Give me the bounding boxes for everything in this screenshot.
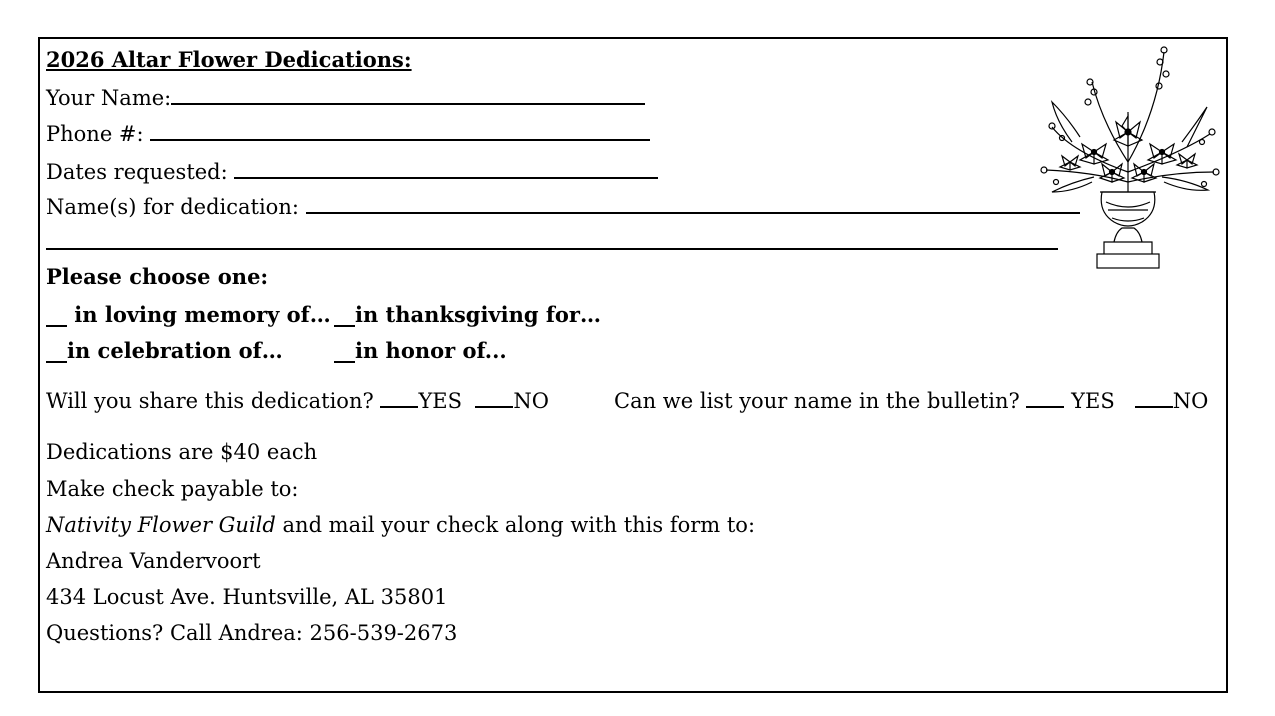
dates-row: [46, 157, 658, 185]
bulletin-question: Can we list your name in the bulletin?: [614, 389, 1020, 413]
form-title: 2026 Altar Flower Dedications:: [46, 47, 412, 72]
dedication-row: [46, 192, 1080, 220]
option-honor[interactable]: __in honor of...: [334, 338, 507, 363]
bulletin-no-blank[interactable]: [1135, 390, 1173, 408]
price-text: Dedications are $40 each: [46, 440, 318, 464]
bulletin-yes-blank[interactable]: [1026, 390, 1064, 408]
phone-label: Phone #:: [46, 122, 144, 146]
share-no-blank[interactable]: [475, 390, 513, 408]
mail-text: and mail your check along with this form to:: [275, 513, 756, 537]
share-yes-label: YES: [418, 389, 463, 413]
share-yes-blank[interactable]: [380, 390, 418, 408]
share-row: [46, 388, 549, 414]
flower-vase-icon: [1032, 42, 1222, 274]
contact-name: Andrea Vandervoort: [46, 549, 261, 573]
bulletin-row: [614, 388, 1208, 414]
mailing-address: 434 Locust Ave. Huntsville, AL 35801: [46, 585, 448, 609]
dedication-label: Name(s) for dedication:: [46, 195, 299, 219]
phone-field[interactable]: [150, 119, 650, 141]
dedication-field[interactable]: [306, 192, 1080, 214]
bulletin-yes-label: YES: [1071, 389, 1115, 413]
guild-name: Nativity Flower Guild: [46, 513, 276, 537]
bulletin-no-label: NO: [1172, 389, 1209, 413]
option-loving-memory[interactable]: __ in loving memory of…: [46, 302, 331, 327]
share-question: Will you share this dedication?: [46, 389, 374, 413]
share-no-label: NO: [513, 389, 549, 413]
questions-text: Questions? Call Andrea: 256-539-2673: [46, 621, 458, 645]
dates-label: Dates requested:: [46, 160, 228, 184]
your-name-field[interactable]: [171, 83, 645, 105]
option-thanksgiving[interactable]: __in thanksgiving for…: [334, 302, 601, 327]
phone-row: [46, 119, 650, 147]
dedication-field-line-2[interactable]: [46, 248, 1058, 250]
choose-label: Please choose one:: [46, 264, 269, 289]
payable-text: Make check payable to:: [46, 477, 299, 501]
option-celebration[interactable]: __in celebration of…: [46, 338, 283, 363]
your-name-row: [46, 83, 645, 111]
your-name-label: Your Name:: [46, 86, 172, 110]
dates-field[interactable]: [234, 157, 658, 179]
mail-instructions: [46, 512, 755, 538]
